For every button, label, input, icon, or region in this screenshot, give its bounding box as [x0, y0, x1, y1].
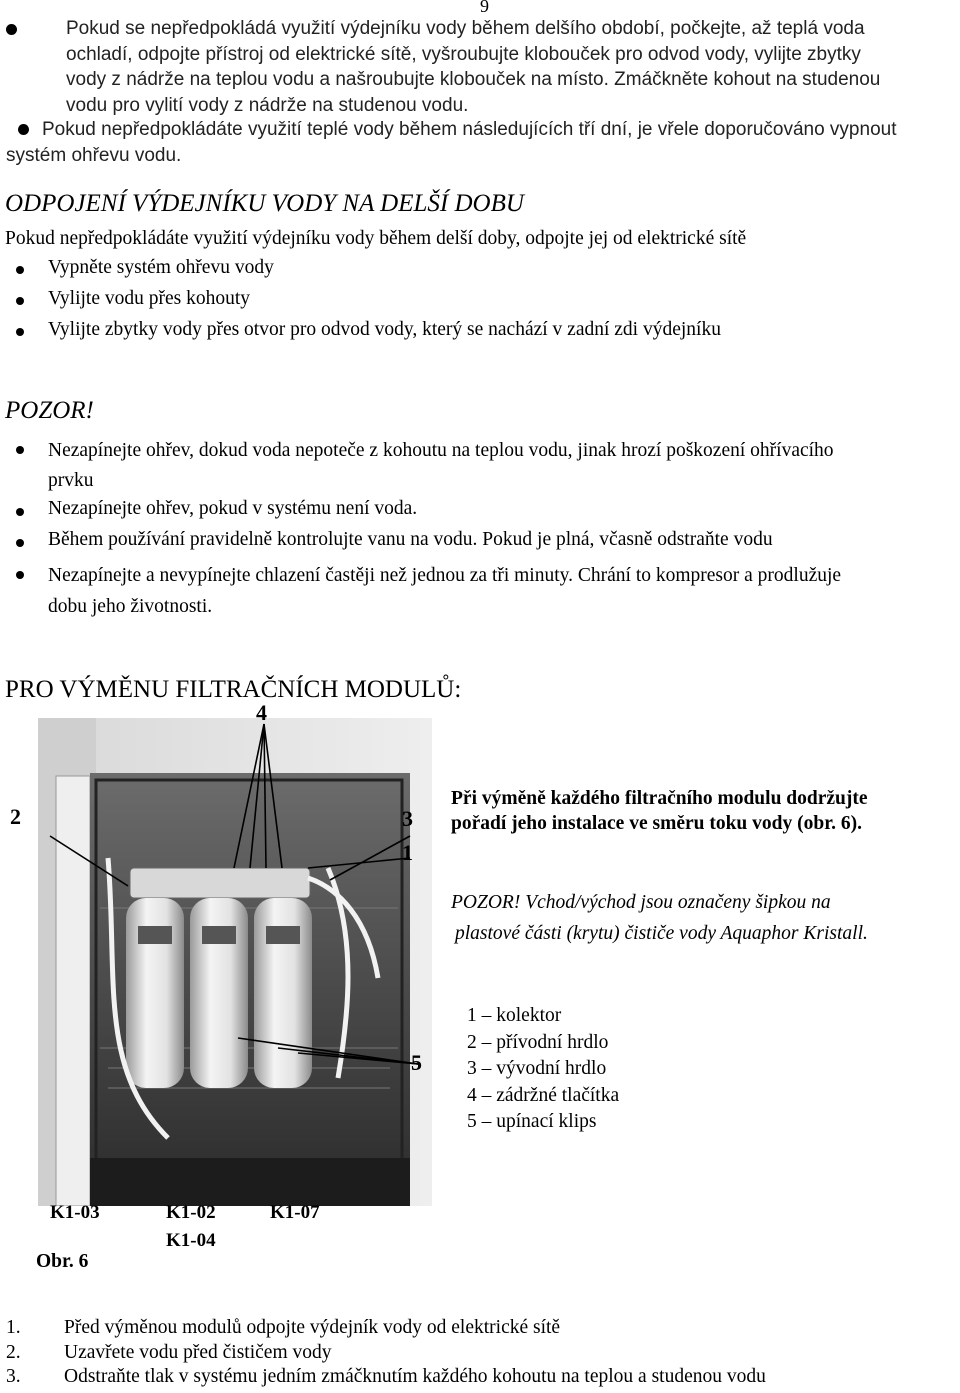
text-line: prvku	[48, 470, 94, 491]
bullet-dot	[16, 328, 24, 336]
text-line: vodu pro vylití vody z nádrže na studenou vodu.	[66, 94, 469, 116]
page-number: 9	[480, 0, 489, 16]
figure-label: Obr. 6	[36, 1251, 89, 1272]
list-item: Vypněte systém ohřevu vody	[48, 257, 274, 278]
legend-item: 5 – upínací klips	[467, 1111, 597, 1132]
text-line: ochladí, odpojte přístroj od elektrické sítě, vyšroubujte klobouček pro odvod vody, vylijte zbytky	[66, 43, 861, 65]
legend	[467, 1003, 619, 1136]
section-heading-filters: PRO VÝMĚNU FILTRAČNÍCH MODULŮ:	[5, 676, 462, 703]
callout-5: 5	[411, 1050, 422, 1075]
list-item	[48, 560, 841, 622]
top-bullet-1	[66, 16, 956, 118]
step-text: Před výměnou modulů odpojte výdejník vody od elektrické sítě	[64, 1317, 561, 1338]
callout-3: 3	[402, 806, 413, 831]
module-code: K1-03	[50, 1202, 100, 1223]
text-line: dobu jeho životnosti.	[48, 596, 213, 617]
section-intro: Pokud nepředpokládáte využití výdejníku vody během delší doby, odpojte jej od elektrické sítě	[5, 228, 747, 249]
legend-item: 3 – vývodní hrdlo	[467, 1058, 607, 1079]
text-line: vody z nádrže na teplou vodu a našroubujte klobouček na místo. Zmáčkněte kohout na studenou	[66, 69, 881, 90]
step-text: Odstraňte tlak v systému jedním zmáčknutím každého kohoutu na teplou a studenou vodu	[64, 1366, 766, 1387]
text-line: Pokud se nepředpokládá využití výdejníku vody během delšího období, počkejte, až teplá voda	[66, 18, 865, 39]
text-line: Při výměně každého filtračního modulu dodržujte	[451, 788, 868, 809]
step-number: 1.	[6, 1317, 21, 1338]
callout-2: 2	[10, 804, 21, 829]
callout-4: 4	[256, 700, 267, 725]
list-item: Během používání pravidelně kontrolujte vanu na vodu. Pokud je plná, včasně odstraňte vodu	[48, 529, 773, 550]
module-code: K1-07	[270, 1202, 320, 1223]
arrow-note	[451, 887, 868, 949]
bullet-dot	[16, 508, 24, 516]
text-line: Nezapínejte ohřev, dokud voda nepoteče z kohoutu na teplou vodu, jinak hrozí poškození ohřívacího	[48, 440, 834, 461]
legend-item: 1 – kolektor	[467, 1005, 562, 1026]
filter-photo	[38, 718, 432, 1206]
text-line: Nezapínejte a nevypínejte chlazení častěji než jednou za tři minuty. Chrání to kompresor a prodlužuje	[48, 565, 842, 586]
bullet-dot	[16, 446, 24, 454]
section-heading-disconnect: ODPOJENÍ VÝDEJNÍKU VODY NA DELŠÍ DOBU	[5, 190, 524, 217]
bullet-dot	[16, 266, 24, 274]
module-code: K1-04	[166, 1230, 216, 1251]
step-number: 3.	[6, 1366, 21, 1387]
callout-1: 1	[402, 840, 413, 865]
filter-photo-drawing	[38, 718, 432, 1206]
top-bullet-2	[6, 117, 960, 168]
text-line: pořadí jeho instalace ve směru toku vody (obr. 6).	[451, 813, 862, 834]
text-line: Pokud nepředpokládáte využití teplé vody během následujících tří dní, je vřele doporučováno vypnout	[42, 119, 897, 140]
module-code: K1-02	[166, 1202, 216, 1223]
text-line: systém ohřevu vodu.	[6, 144, 182, 166]
list-item: Vylijte vodu přes kohouty	[48, 288, 251, 309]
list-item: Nezapínejte ohřev, pokud v systému není voda.	[48, 498, 418, 519]
list-item: Vylijte zbytky vody přes otvor pro odvod vody, který se nachází v zadní zdi výdejníku	[48, 319, 721, 340]
install-order-note	[451, 786, 868, 836]
step-number: 2.	[6, 1342, 21, 1363]
legend-item: 2 – přívodní hrdlo	[467, 1031, 609, 1053]
legend-item: 4 – zádržné tlačítka	[467, 1084, 620, 1106]
bullet-dot	[16, 539, 24, 547]
section-heading-warning: POZOR!	[5, 397, 94, 424]
text-line: POZOR! Vchod/východ jsou označeny šipkou na	[451, 892, 831, 913]
bullet-dot	[16, 297, 24, 305]
list-item	[48, 436, 834, 496]
step-text: Uzavřete vodu před čističem vody	[64, 1342, 332, 1363]
bullet-dot	[16, 571, 24, 579]
bullet-dot	[6, 24, 17, 35]
text-line: plastové části (krytu) čističe vody Aquaphor Kristall.	[455, 923, 868, 944]
